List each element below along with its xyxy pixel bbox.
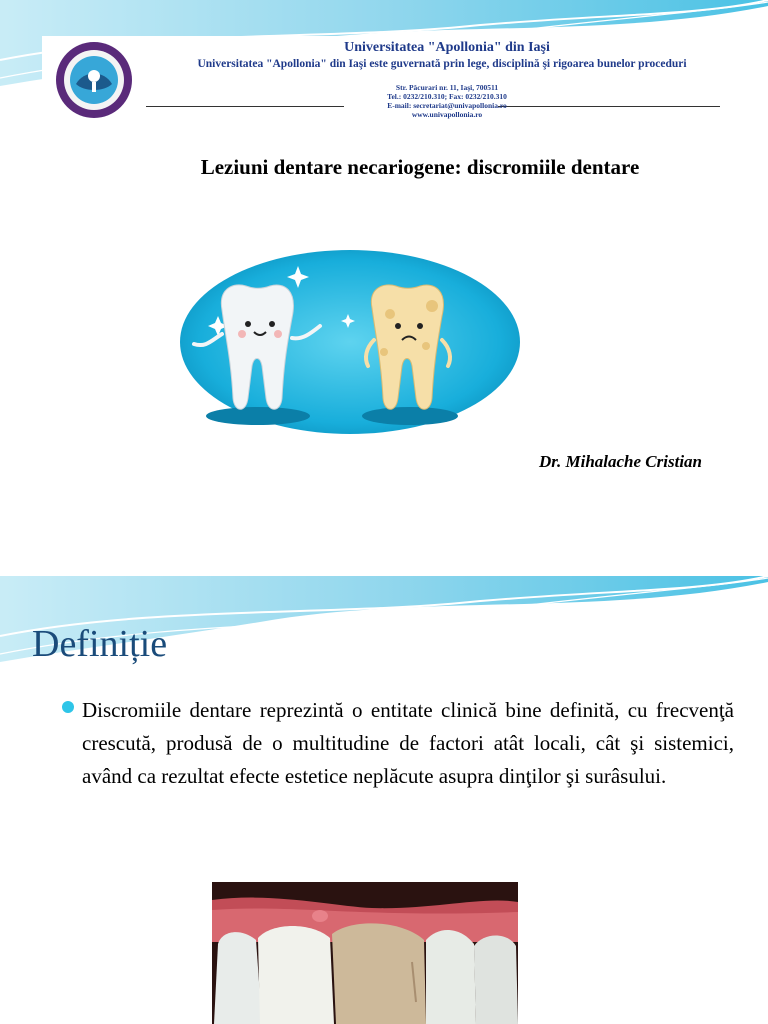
university-name: Universitatea "Apollonia" din Iaşi: [344, 40, 550, 55]
slide-gap: [0, 562, 768, 576]
presentation-title: Leziuni dentare necariogene: discromiile dentare: [200, 155, 640, 179]
definition-paragraph: Discromiile dentare reprezintă o entitate clinică bine definită, cu frecvenţă crescută, produsă de o multitudine de factori atât locali, cât şi sistemici, având ca rezultat efecte estetice neplăcute asupra dinţilor şi surâsului.: [82, 698, 734, 788]
teeth-photo: [212, 882, 518, 1024]
slide-heading: Definiție: [32, 623, 168, 665]
teeth-illustration: [178, 248, 522, 436]
university-header: [42, 36, 742, 124]
phone-line: Tel.: 0232/210.310; Fax: 0232/210.310: [387, 92, 507, 101]
university-logo-icon: [54, 40, 134, 120]
email-line: E-mail: secretariat@univapollonia.ro: [387, 101, 507, 110]
university-description: Universitatea "Apollonia" din Iaşi este guvernată prin lege, disciplină şi rigoarea bunelor proceduri: [197, 58, 687, 70]
definition-slide: [0, 576, 768, 1024]
bullet-icon: [62, 701, 74, 713]
author-name: Dr. Mihalache Cristian: [539, 452, 702, 471]
website-line: www.univapollonia.ro: [411, 110, 483, 119]
address-line: Str. Păcurari nr. 11, Iaşi, 700511: [395, 83, 499, 92]
